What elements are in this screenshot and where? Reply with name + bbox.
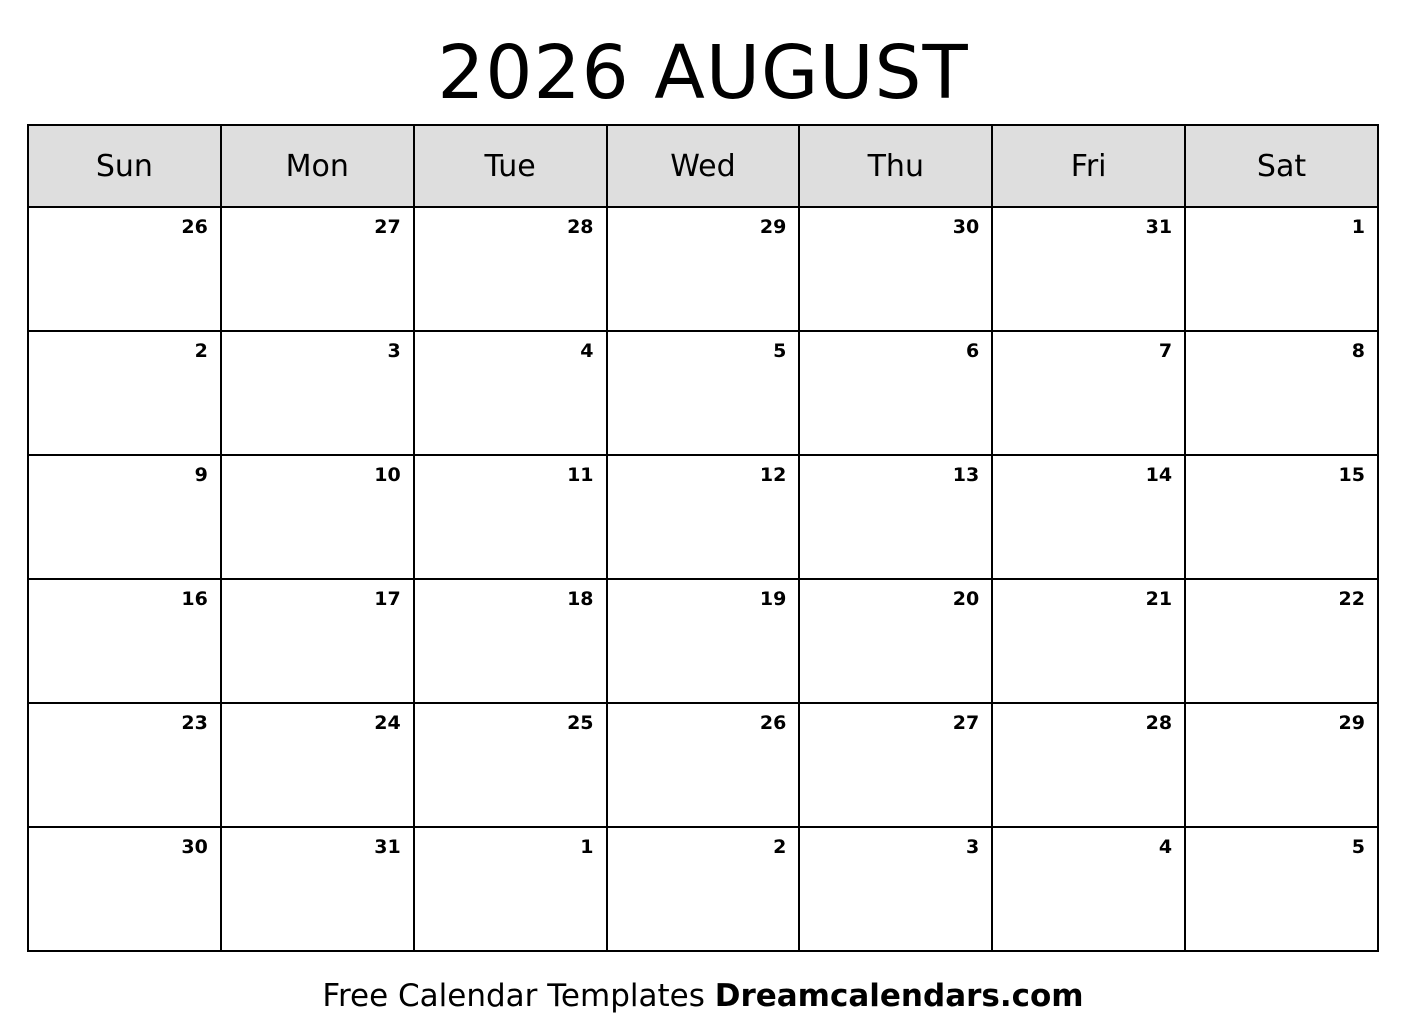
day-cell[interactable]: 2 <box>28 331 221 455</box>
day-cell[interactable]: 22 <box>1185 579 1378 703</box>
day-cell[interactable]: 11 <box>414 455 607 579</box>
page-title: 2026 AUGUST <box>437 30 969 116</box>
day-cell[interactable]: 21 <box>992 579 1185 703</box>
weekday-header-sat: Sat <box>1185 125 1378 207</box>
weekday-header-row <box>28 125 1378 207</box>
day-cell[interactable]: 31 <box>992 207 1185 331</box>
day-cell[interactable]: 26 <box>607 703 800 827</box>
weekday-header-mon: Mon <box>221 125 414 207</box>
weekday-header-thu: Thu <box>799 125 992 207</box>
day-cell[interactable]: 10 <box>221 455 414 579</box>
weekday-header-fri: Fri <box>992 125 1185 207</box>
day-cell[interactable]: 5 <box>607 331 800 455</box>
day-cell[interactable]: 2 <box>607 827 800 951</box>
footer-credit <box>0 978 1406 1014</box>
day-cell[interactable]: 17 <box>221 579 414 703</box>
day-cell[interactable]: 9 <box>28 455 221 579</box>
day-cell[interactable]: 15 <box>1185 455 1378 579</box>
weekday-header-wed: Wed <box>607 125 800 207</box>
day-cell[interactable]: 25 <box>414 703 607 827</box>
day-cell[interactable]: 27 <box>221 207 414 331</box>
calendar-week-row <box>28 703 1378 827</box>
day-cell[interactable]: 12 <box>607 455 800 579</box>
day-cell[interactable]: 29 <box>1185 703 1378 827</box>
day-cell[interactable]: 4 <box>414 331 607 455</box>
day-cell[interactable]: 3 <box>799 827 992 951</box>
footer-text: Free Calendar Templates <box>322 978 715 1014</box>
day-cell[interactable]: 4 <box>992 827 1185 951</box>
day-cell[interactable]: 26 <box>28 207 221 331</box>
calendar-week-row <box>28 579 1378 703</box>
calendar-week-row <box>28 827 1378 951</box>
day-cell[interactable]: 28 <box>992 703 1185 827</box>
day-cell[interactable]: 5 <box>1185 827 1378 951</box>
weekday-header-sun: Sun <box>28 125 221 207</box>
day-cell[interactable]: 19 <box>607 579 800 703</box>
day-cell[interactable]: 28 <box>414 207 607 331</box>
calendar-week-row <box>28 331 1378 455</box>
day-cell[interactable]: 18 <box>414 579 607 703</box>
day-cell[interactable]: 13 <box>799 455 992 579</box>
day-cell[interactable]: 14 <box>992 455 1185 579</box>
calendar-grid <box>27 124 1379 952</box>
day-cell[interactable]: 1 <box>414 827 607 951</box>
day-cell[interactable]: 3 <box>221 331 414 455</box>
day-cell[interactable]: 24 <box>221 703 414 827</box>
day-cell[interactable]: 1 <box>1185 207 1378 331</box>
day-cell[interactable]: 20 <box>799 579 992 703</box>
day-cell[interactable]: 23 <box>28 703 221 827</box>
calendar-week-row <box>28 207 1378 331</box>
day-cell[interactable]: 6 <box>799 331 992 455</box>
day-cell[interactable]: 27 <box>799 703 992 827</box>
day-cell[interactable]: 29 <box>607 207 800 331</box>
day-cell[interactable]: 8 <box>1185 331 1378 455</box>
weekday-header-tue: Tue <box>414 125 607 207</box>
day-cell[interactable]: 31 <box>221 827 414 951</box>
footer-brand: Dreamcalendars.com <box>714 978 1084 1014</box>
day-cell[interactable]: 30 <box>799 207 992 331</box>
day-cell[interactable]: 30 <box>28 827 221 951</box>
calendar-week-row <box>28 455 1378 579</box>
day-cell[interactable]: 7 <box>992 331 1185 455</box>
day-cell[interactable]: 16 <box>28 579 221 703</box>
